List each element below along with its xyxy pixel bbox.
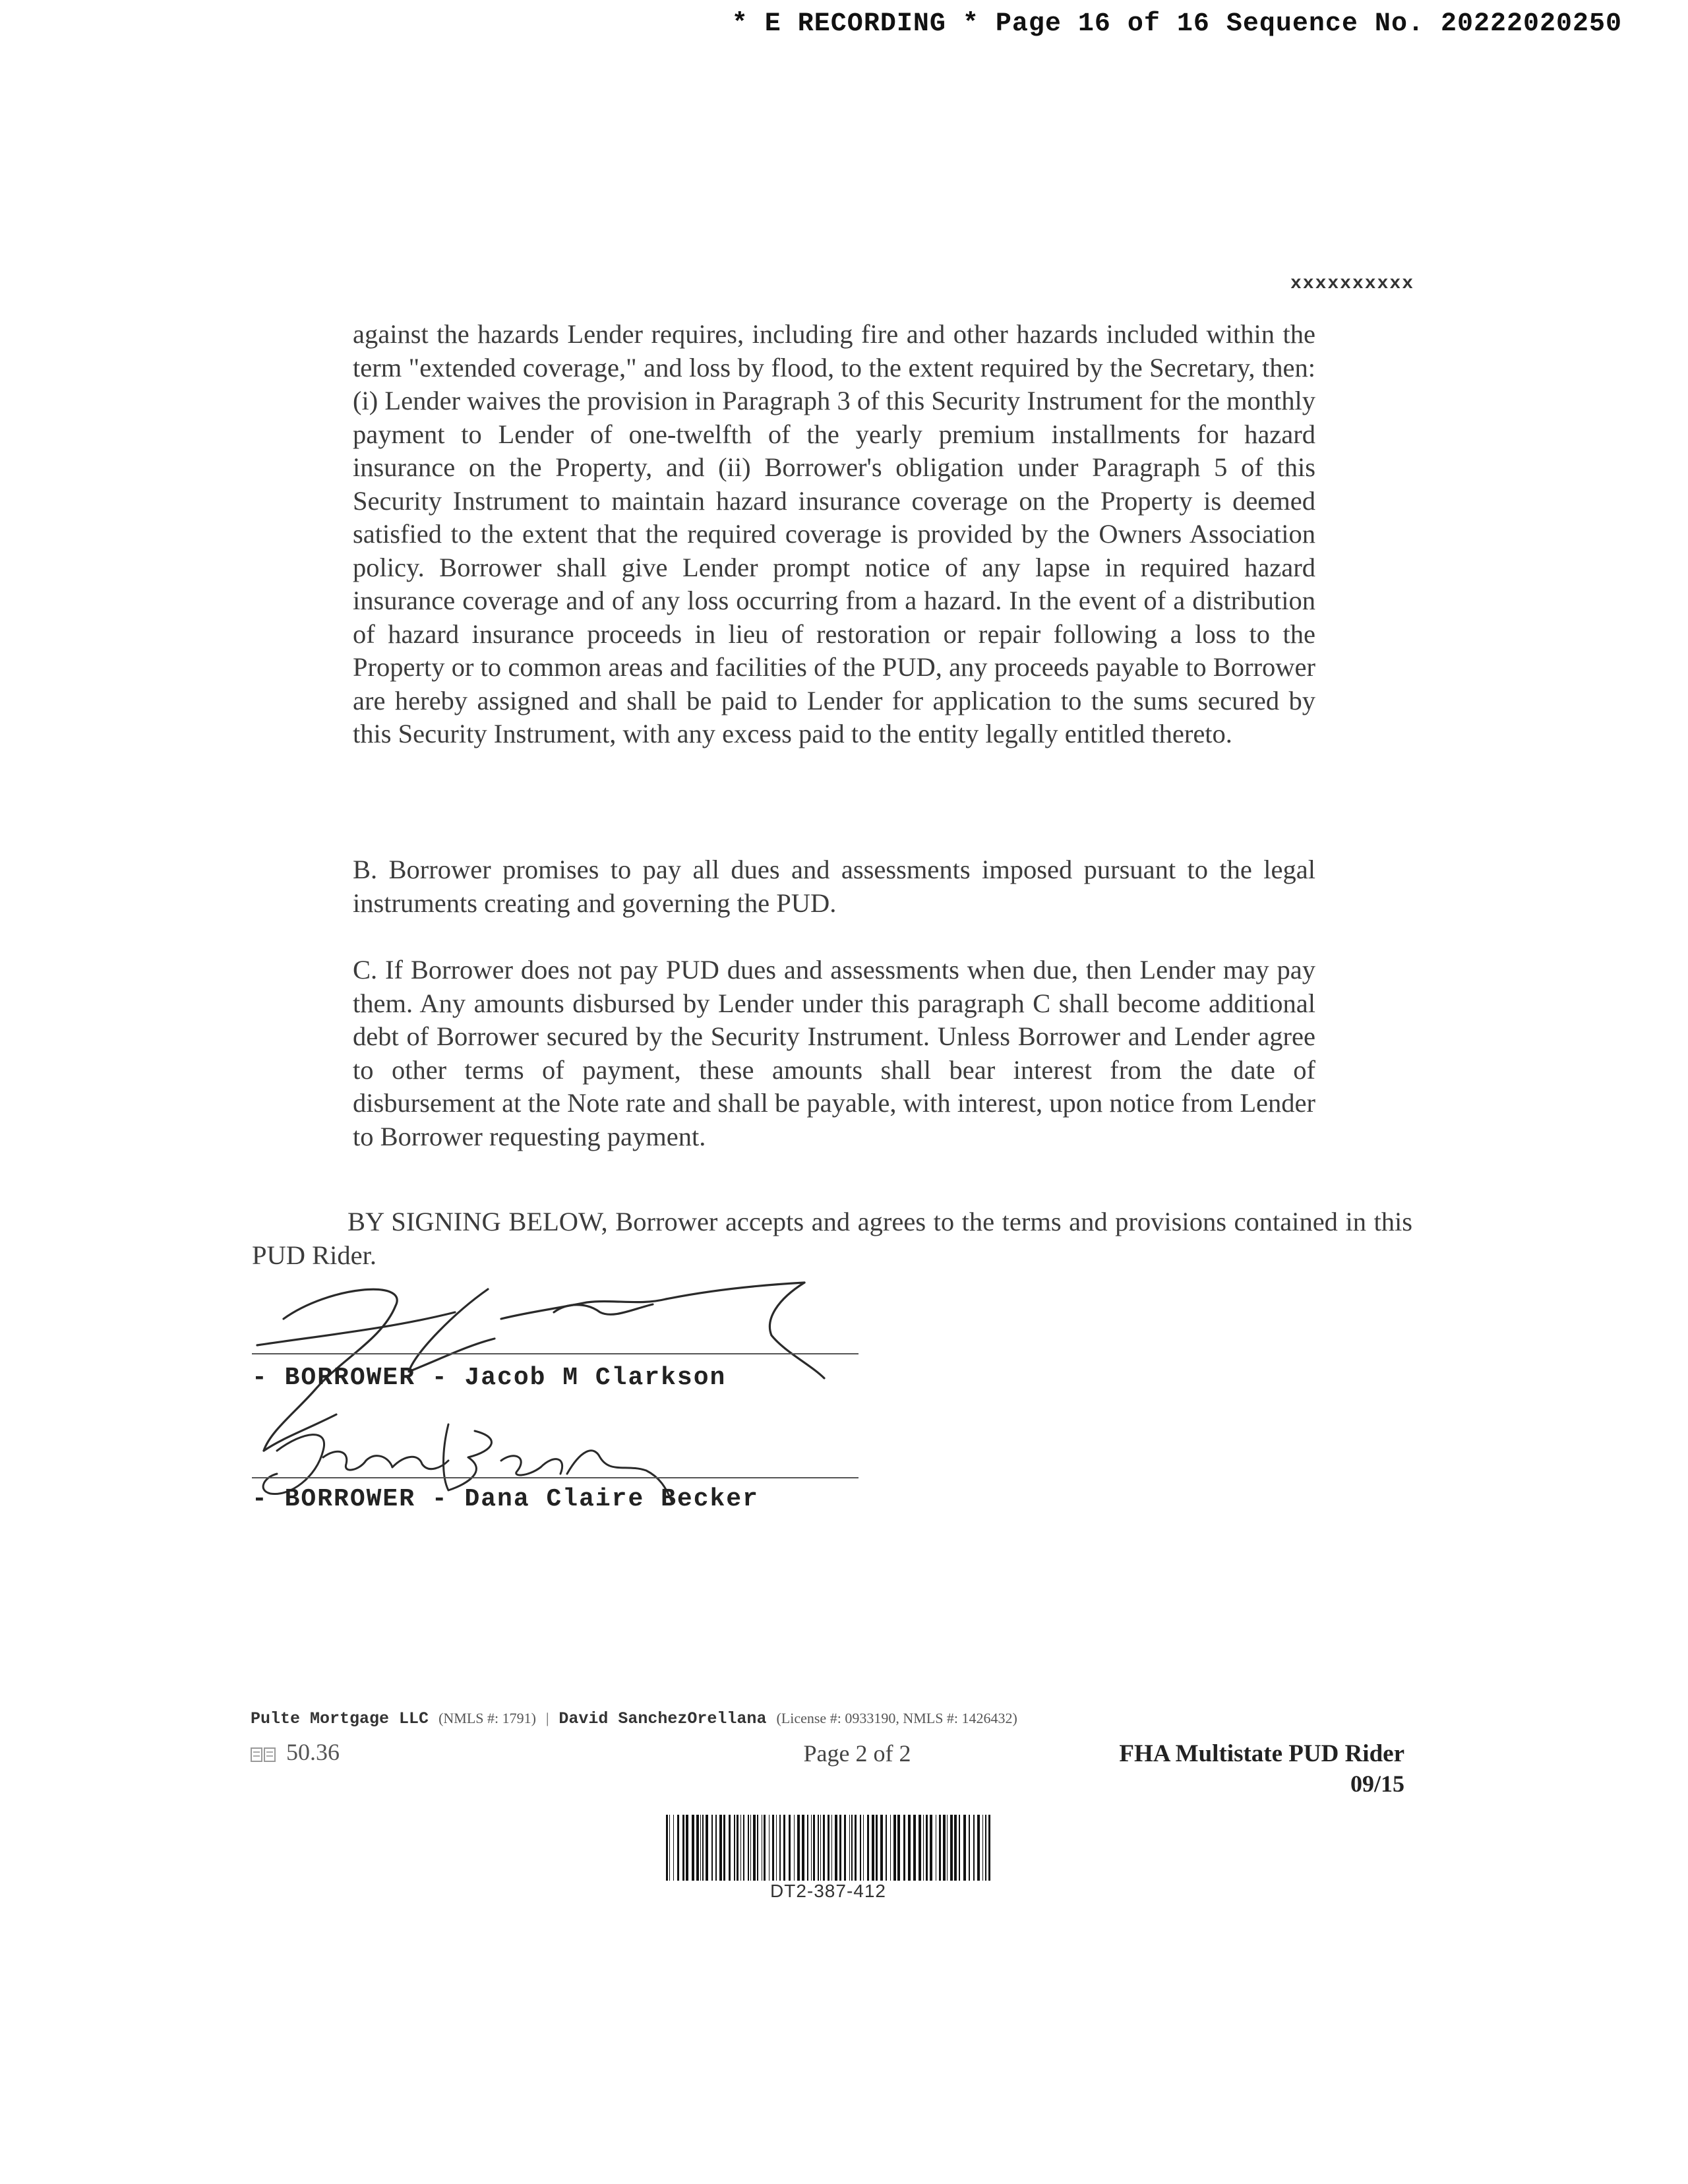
barcode-bar	[908, 1815, 911, 1881]
barcode-bar	[700, 1815, 701, 1881]
form-code	[251, 1738, 340, 1766]
barcode-bar	[740, 1815, 741, 1881]
barcode-bar	[811, 1815, 812, 1881]
barcode-bar	[851, 1815, 853, 1881]
barcode-bar	[903, 1815, 905, 1881]
barcode-bar	[973, 1815, 975, 1881]
paragraph-c: C. If Borrower does not pay PUD dues and assessments when due, then Lender may pay them. Any amounts disbursed by Lender under this paragraph C shall become additional debt of Borrower secured by the Security Instrument. Unless Borrower and Lender agree to other terms of payment, these amounts shall bear interest from the date of disbursement at the Note rate and shall be payable, with interest, upon notice from Lender to Borrower requesting payment.	[353, 955, 1315, 1151]
barcode-bar	[947, 1815, 948, 1881]
barcode-bar	[715, 1815, 717, 1881]
barcode-bar	[794, 1815, 795, 1881]
paragraph-b: B. Borrower promises to pay all dues and assessments imposed pursuant to the legal instruments creating and governing the PUD.	[353, 855, 1315, 918]
form-date: 09/15	[1350, 1771, 1404, 1797]
barcode-bar	[818, 1815, 819, 1881]
loan-number-mask: xxxxxxxxxx	[1290, 274, 1414, 294]
barcode-bar	[772, 1815, 774, 1881]
barcode-bar	[692, 1815, 694, 1881]
barcode-bar	[737, 1815, 738, 1881]
separator: |	[545, 1710, 549, 1726]
barcode-bar	[893, 1815, 896, 1881]
barcode-bar	[702, 1815, 704, 1881]
barcode-bar	[831, 1815, 832, 1881]
barcode-bar	[729, 1815, 731, 1881]
signature-line-1	[252, 1353, 859, 1354]
barcode-bar	[950, 1815, 953, 1881]
barcode-bar	[757, 1815, 758, 1881]
form-logo-icon	[251, 1747, 277, 1763]
page-number: Page 2 of 2	[803, 1740, 911, 1767]
form-title: FHA Multistate PUD Rider	[1119, 1740, 1404, 1767]
barcode-bar	[807, 1815, 808, 1881]
barcode-bar	[876, 1815, 878, 1881]
barcode-bar	[776, 1815, 777, 1881]
barcode-bar	[835, 1815, 837, 1881]
barcode-bar	[886, 1815, 887, 1881]
barcode-bar	[802, 1815, 804, 1881]
loan-originator-line	[251, 1709, 1017, 1728]
barcode-bar	[734, 1815, 735, 1881]
barcode-bar	[969, 1815, 970, 1881]
barcode-bar	[706, 1815, 708, 1881]
barcode-text: DT2-387-412	[770, 1881, 886, 1901]
barcode-bar	[669, 1815, 670, 1881]
signature-line-2	[252, 1477, 859, 1478]
barcode-bar	[872, 1815, 874, 1881]
barcode-bar	[985, 1815, 986, 1881]
barcode-bar	[666, 1815, 668, 1881]
form-code-number: 50.36	[286, 1739, 340, 1765]
barcode-bar	[988, 1815, 990, 1881]
barcode-bar	[686, 1815, 688, 1881]
barcode-bar	[923, 1815, 924, 1881]
barcode-bar	[813, 1815, 815, 1881]
barcode-bar	[930, 1815, 932, 1881]
originator-ids: (License #: 0933190, NMLS #: 1426432)	[776, 1710, 1017, 1726]
barcode-bar	[855, 1815, 857, 1881]
lender-name: Pulte Mortgage LLC	[251, 1709, 429, 1728]
barcode-bar	[977, 1815, 980, 1881]
barcode-bar	[677, 1815, 679, 1881]
barcode-bar	[789, 1815, 791, 1881]
barcode-bar	[750, 1815, 751, 1881]
barcode-bar	[867, 1815, 869, 1881]
barcode-bar	[719, 1815, 722, 1881]
barcode-bar	[696, 1815, 699, 1881]
barcode-bar	[863, 1815, 864, 1881]
barcode-bar	[753, 1815, 756, 1881]
document-barcode	[663, 1815, 993, 1881]
barcode-bar	[860, 1815, 861, 1881]
signing-statement: BY SIGNING BELOW, Borrower accepts and agrees to the terms and provisions contained in this PUD Rider.	[252, 1207, 1412, 1270]
barcode-bar	[797, 1815, 800, 1881]
barcode-bar	[959, 1815, 960, 1881]
barcode-bar	[890, 1815, 891, 1881]
barcode-bar	[723, 1815, 725, 1881]
barcode-bar	[783, 1815, 785, 1881]
barcode-bar	[820, 1815, 821, 1881]
barcode-bar	[939, 1815, 941, 1881]
barcode-bar	[844, 1815, 846, 1881]
barcode-bar	[682, 1815, 684, 1881]
barcode-bar	[954, 1815, 957, 1881]
barcode-bar	[764, 1815, 766, 1881]
lender-nmls: (NMLS #: 1791)	[438, 1710, 536, 1726]
barcode-bar	[779, 1815, 781, 1881]
barcode-bar	[913, 1815, 916, 1881]
recording-stamp: * E RECORDING * Page 16 of 16 Sequence No. 20222020250	[731, 9, 1622, 39]
barcode-bar	[849, 1815, 850, 1881]
barcode-bar	[943, 1815, 946, 1881]
paragraph-a-continuation: against the hazards Lender requires, including fire and other hazards included within the term "extended coverage," and loss by flood, to the extent required by the Secretary, then: (i) Lender waives the provision in Paragraph 3 of this Security Instrument for the monthly payment to Lender of one-twelfth of the yearly premium installments for hazard insurance on the Property, and (ii) Borrower's obligation under Paragraph 5 of this Security Instrument to maintain hazard insurance coverage on the Property is deemed satisfied to the extent that the required coverage is provided by the Owners Association policy. Borrower shall give Lender prompt notice of any lapse in required hazard insurance coverage and of any loss occurring from a hazard. In the event of a distribution of hazard insurance proceeds in lieu of restoration or repair following a loss to the Property or to common areas and facilities of the PUD, any proceeds payable to Borrower are hereby assigned and shall be paid to Lender for application to the sums secured by this Security Instrument, with any excess paid to the entity legally entitled thereto.	[353, 319, 1315, 748]
originator-name: David SanchezOrellana	[558, 1709, 767, 1728]
barcode-bar	[880, 1815, 883, 1881]
barcode-bar	[926, 1815, 928, 1881]
barcode-bar	[828, 1815, 829, 1881]
barcode-bar	[839, 1815, 841, 1881]
barcode-bar	[982, 1815, 983, 1881]
barcode-bar	[673, 1815, 674, 1881]
barcode-bar	[748, 1815, 749, 1881]
borrower-2-label: - BORROWER - Dana Claire Becker	[252, 1485, 759, 1513]
barcode-bar	[711, 1815, 713, 1881]
barcode-bar	[897, 1815, 900, 1881]
barcode-bar	[743, 1815, 744, 1881]
barcode-bar	[963, 1815, 966, 1881]
barcode-bar	[823, 1815, 825, 1881]
borrower-1-label: - BORROWER - Jacob M Clarkson	[252, 1364, 727, 1392]
barcode-bar	[919, 1815, 921, 1881]
